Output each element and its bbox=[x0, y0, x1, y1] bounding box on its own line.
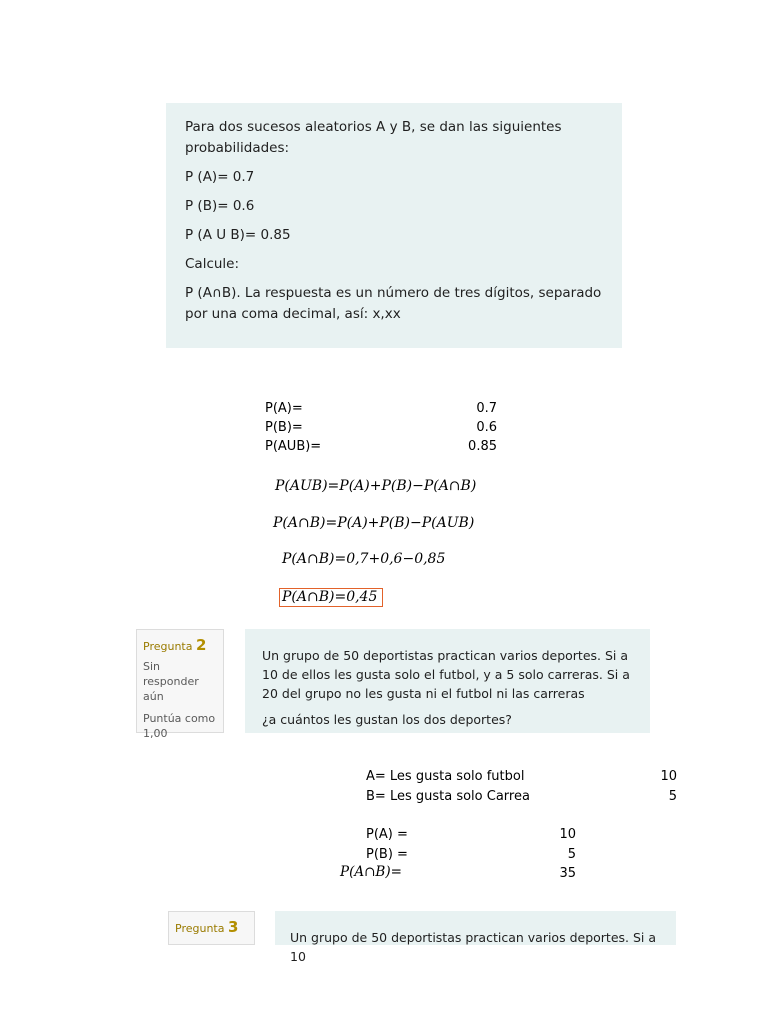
question-2-title: Pregunta 2 bbox=[143, 636, 207, 654]
question-3-title: Pregunta 3 bbox=[175, 918, 239, 936]
table1-value-pb: 0.6 bbox=[476, 420, 497, 435]
table1-label-pb: P(B)= bbox=[265, 420, 303, 435]
table3-label-pa: P(A) = bbox=[366, 827, 408, 842]
equation-substitution: P(A∩B)=0,7+0,6−0,85 bbox=[282, 551, 446, 567]
table1-value-paub: 0.85 bbox=[468, 439, 497, 454]
question-2-status: Sin responder aún bbox=[143, 660, 199, 703]
table2-value-b: 5 bbox=[668, 789, 677, 804]
question-3-text: Un grupo de 50 deportistas practican varios deportes. Si a 10 bbox=[290, 930, 657, 964]
question-1-pb: P (B)= 0.6 bbox=[185, 198, 255, 214]
table1-label-pa: P(A)= bbox=[265, 401, 303, 416]
question-2-points: Puntúa como 1,00 bbox=[143, 712, 216, 740]
table2-value-a: 10 bbox=[660, 769, 677, 784]
question-1-calcule: Calcule: bbox=[185, 256, 240, 272]
question-1-intro: Para dos sucesos aleatorios A y B, se dan las siguientes probabilidades: bbox=[185, 119, 562, 156]
question-1-task: P (A∩B). La respuesta es un número de tres dígitos, separado por una coma decimal, así: x,xx bbox=[185, 285, 602, 322]
question-1-box bbox=[166, 103, 622, 348]
question-1-paub: P (A U B)= 0.85 bbox=[185, 227, 291, 243]
question-2-info bbox=[136, 629, 224, 740]
table3-label-pab: P(A∩B)= bbox=[340, 864, 402, 880]
table2-label-a: A= Les gusta solo futbol bbox=[366, 769, 525, 784]
question-2-number: 2 bbox=[195, 636, 207, 654]
table3-value-pb: 5 bbox=[567, 847, 576, 862]
equation-intersection: P(A∩B)=P(A)+P(B)−P(AUB) bbox=[273, 515, 475, 531]
question-2-box bbox=[245, 629, 650, 733]
table3-value-pab: 35 bbox=[559, 866, 576, 881]
question-2-question: ¿a cuántos les gustan los dos deportes? bbox=[262, 712, 512, 727]
question-3-box bbox=[275, 911, 676, 964]
table1-label-paub: P(AUB)= bbox=[265, 439, 322, 454]
question-2-text: Un grupo de 50 deportistas practican varios deportes. Si a 10 de ellos les gusta solo el futbol, y a 5 solo carreras. Si a 20 del grupo no les gusta ni el futbol ni las carreras bbox=[262, 648, 630, 701]
equation-union: P(AUB)=P(A)+P(B)−P(A∩B) bbox=[275, 478, 477, 494]
question-3-info bbox=[168, 911, 255, 945]
equation-answer: P(A∩B)=0,45 bbox=[282, 589, 378, 605]
table3-label-pb: P(B) = bbox=[366, 847, 408, 862]
table3-value-pa: 10 bbox=[559, 827, 576, 842]
table1-value-pa: 0.7 bbox=[476, 401, 497, 416]
table2-label-b: B= Les gusta solo Carrea bbox=[366, 789, 530, 804]
question-1-pa: P (A)= 0.7 bbox=[185, 169, 255, 185]
question-3-number: 3 bbox=[227, 918, 239, 936]
